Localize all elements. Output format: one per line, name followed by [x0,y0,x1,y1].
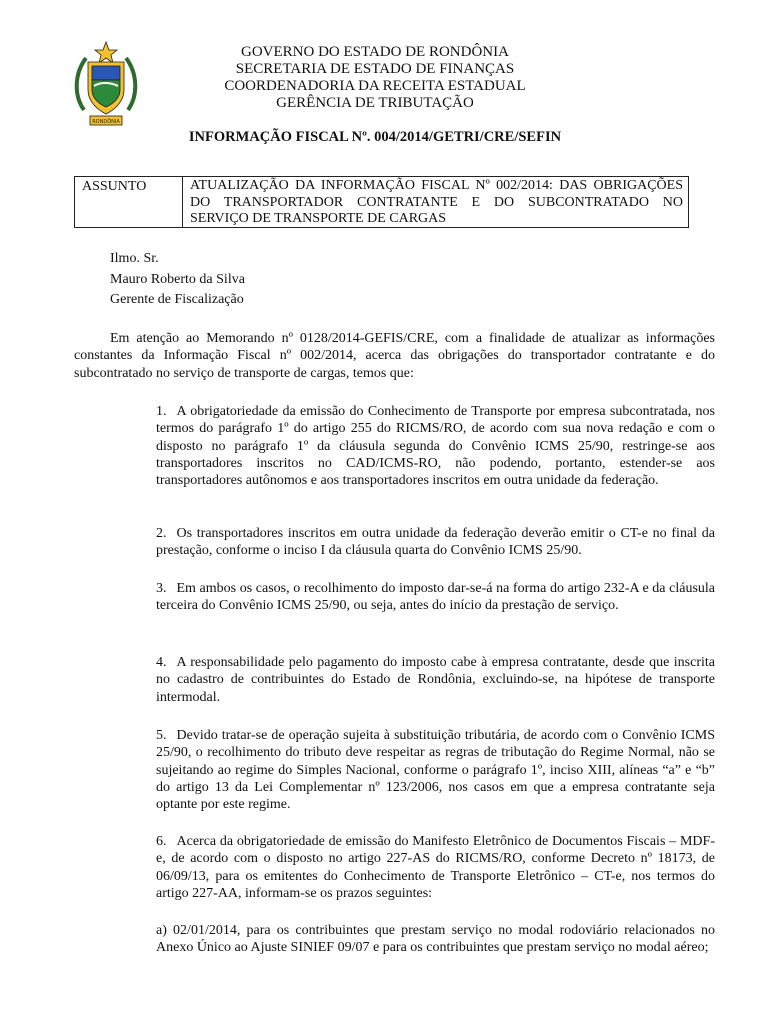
addressee-salutation: Ilmo. Sr. [110,251,159,266]
item-text: Em ambos os casos, o recolhimento do imposto dar-se-á na forma do artigo 232-A e da cláusula terceira do Convênio ICMS 25/90, ou seja, antes do início da prestação de serviço. [156,581,715,614]
header-government-line: GOVERNO DO ESTADO DE RONDÔNIA [241,44,509,60]
seal-ribbon-text: RONDÔNIA [92,119,120,125]
item-text: Devido tratar-se de operação sujeita à substituição tributária, de acordo com o Convênio ICMS 25/90, o recolhimento do tributo deve respeitar as regras de tributação do Regime Normal, não se sujeitando ao regime do Simples Nacional, conforme o parágrafo 1º, inciso XIII, alíneas “a” e “b” do artigo 13 da Lei Complementar nº 123/2006, nos casos em que a empresa contratante seja optante por este regime. [156,728,715,813]
list-item-6 [156,833,715,902]
subject-divider [182,177,183,227]
addressee-name: Mauro Roberto da Silva [110,272,245,287]
list-item-5 [156,727,715,813]
item-number: 6. [156,834,167,849]
header-coordination-line: COORDENADORIA DA RECEITA ESTADUAL [224,78,526,94]
document-title: INFORMAÇÃO FISCAL Nº. 004/2014/GETRI/CRE/SEFIN [188,129,562,145]
header-management-line: GERÊNCIA DE TRIBUTAÇÃO [276,95,474,111]
item-text: Acerca da obrigatoriedade de emissão do Manifesto Eletrônico de Documentos Fiscais – MDF-e, de acordo com o disposto no artigo 227-AS do RICMS/RO, conforme Decreto nº 18173, de 06/09/13, para os emitentes do Conhecimento de Transporte Eletrônico – CT-e, nos termos do artigo 227-AA, informam-se os prazos seguintes: [156,834,715,901]
item-number: 3. [156,581,167,596]
addressee-role: Gerente de Fiscalização [110,292,244,307]
item-text: Os transportadores inscritos em outra unidade da federação deverão emitir o CT-e no final da prestação, conforme o inciso I da cláusula quarta do Convênio ICMS 25/90. [156,526,715,559]
intro-paragraph: Em atenção ao Memorando nº 0128/2014-GEFIS/CRE, com a finalidade de atualizar as informações constantes da Informação Fiscal nº 002/2014, acerca das obrigações do transportador contratante e do subcontratado no serviço de transporte de cargas, temos que: [74,331,715,381]
state-coat-of-arms-seal [70,40,142,128]
item-number: 1. [156,404,167,419]
list-item-2 [156,525,715,560]
list-item-3 [156,580,715,615]
subject-text: ATUALIZAÇÃO DA INFORMAÇÃO FISCAL Nº 002/2014: DAS OBRIGAÇÕES DO TRANSPORTADOR CONTRATANTE E DO SUBCONTRATADO NO SERVIÇO DE TRANSPORTE DE CARGAS [190,178,683,226]
item-text: A obrigatoriedade da emissão do Conhecimento de Transporte por empresa subcontratada, nos termos do parágrafo 1º do artigo 255 do RICMS/RO, de acordo com sua nova redação e com o disposto no parágrafo 1º da cláusula segunda do Convênio ICMS 25/90, restringe-se aos transportadores inscritos no CAD/ICMS-RO, não podendo, portanto, estender-se aos transportadores autônomos e aos transportadores inscritos em outra unidade da federação. [156,404,715,489]
item-number: 5. [156,728,167,743]
list-item-4 [156,654,715,706]
subject-box [74,176,689,228]
subject-label: ASSUNTO [82,179,147,194]
header-secretariat-line: SECRETARIA DE ESTADO DE FINANÇAS [235,61,515,77]
item-text: a) 02/01/2014, para os contribuintes que prestam serviço no modal rodoviário relacionados no Anexo Único ao Ajuste SINIEF 09/07 e para os contribuintes que prestam serviço no modal aéreo; [156,923,715,956]
item-number: 2. [156,526,167,541]
item-number: 4. [156,655,167,670]
list-item-1 [156,403,715,489]
list-item-6a [156,922,715,957]
item-text: A responsabilidade pelo pagamento do imposto cabe à empresa contratante, desde que inscrita no cadastro de contribuintes do Estado de Rondônia, excluindo-se, na hipótese de transporte intermodal. [156,655,715,705]
